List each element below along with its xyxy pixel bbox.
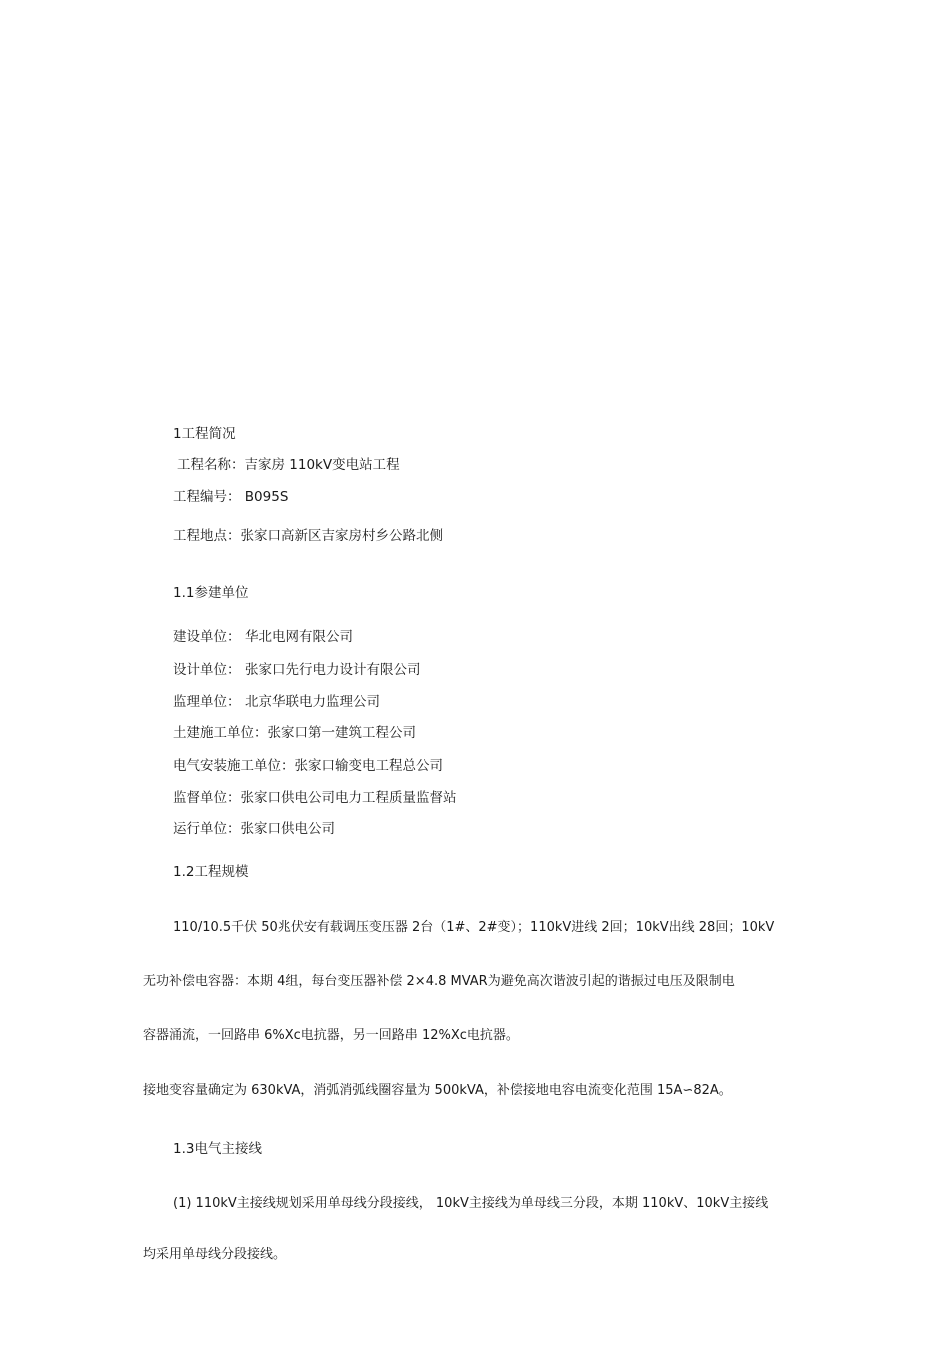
section-1-3-heading: 1.3电气主接线 <box>173 1141 262 1157</box>
supervision-unit: 监督单位：张家口供电公司电力工程质量监督站 <box>173 790 457 806</box>
unit-row-supervisor <box>173 693 380 711</box>
scale-paragraph-line-4: 接地变容量确定为 630kVA，消弧消弧线圈容量为 500kVA，补偿接地电容电流变化范围 15A∽82A。 <box>143 1083 732 1098</box>
unit-label: 设计单位： <box>173 662 241 678</box>
unit-label: 监理单位： <box>173 694 241 710</box>
unit-value: 华北电网有限公司 <box>245 629 353 645</box>
civil-contractor: 土建施工单位：张家口第一建筑工程公司 <box>173 725 416 741</box>
electrical-contractor: 电气安装施工单位：张家口输变电工程总公司 <box>173 758 443 774</box>
project-number: 工程编号： B095S <box>173 489 289 505</box>
unit-row-design <box>173 661 421 679</box>
project-name: 工程名称：吉家房 110kV变电站工程 <box>177 457 400 473</box>
scale-paragraph-line-1: 110/10.5千伏 50兆伏安有载调压变压器 2台（1#、2#变）；110kV进线 2回；10kV出线 28回；10kV <box>173 920 775 935</box>
operation-unit: 运行单位：张家口供电公司 <box>173 821 335 837</box>
unit-row-construction <box>173 628 353 646</box>
section-1-2-heading: 1.2工程规模 <box>173 864 249 880</box>
section-1-heading: 1工程简况 <box>173 426 236 442</box>
unit-label: 建设单位： <box>173 629 241 645</box>
scale-paragraph-line-3: 容器涌流，一回路串 6%Xc电抗器，另一回路串 12%Xc电抗器。 <box>143 1028 519 1043</box>
unit-value: 张家口先行电力设计有限公司 <box>245 662 421 678</box>
scale-paragraph-line-2: 无功补偿电容器：本期 4组，每台变压器补偿 2×4.8 MVAR为避免高次谐波引起的谐振过电压及限制电 <box>143 974 735 989</box>
section-1-1-heading: 1.1参建单位 <box>173 585 249 601</box>
wiring-paragraph-line-2: 均采用单母线分段接线。 <box>143 1247 287 1262</box>
unit-value: 北京华联电力监理公司 <box>245 694 380 710</box>
wiring-paragraph-line-1: (1) 110kV主接线规划采用单母线分段接线， 10kV主接线为单母线三分段，本期 110kV、10kV主接线 <box>173 1196 769 1211</box>
project-location: 工程地点：张家口高新区吉家房村乡公路北侧 <box>173 528 443 544</box>
